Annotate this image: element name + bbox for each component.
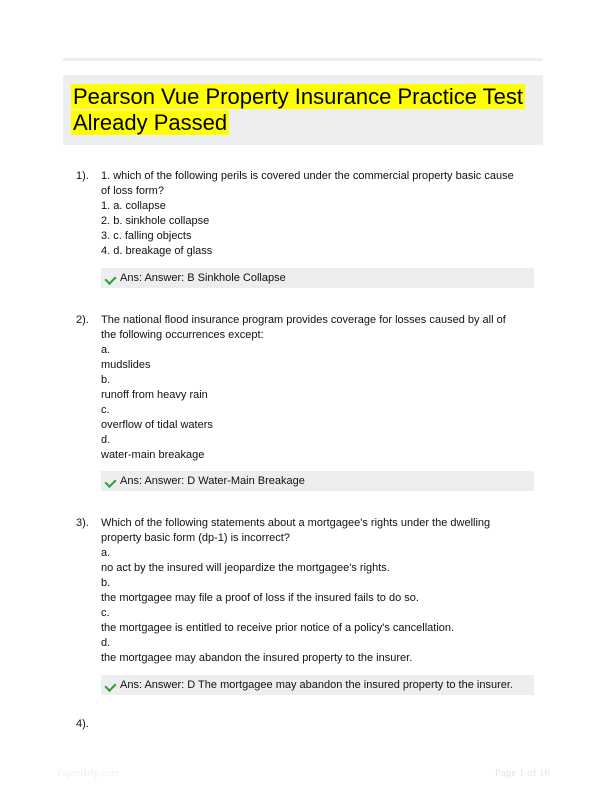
page-indicator: Page 1 of 16: [494, 767, 550, 779]
option-letter: b.: [101, 577, 111, 589]
question-number: 2).: [76, 314, 89, 326]
option-letter: c.: [101, 607, 110, 619]
option-letter: a.: [101, 344, 111, 356]
option-line: 2. b. sinkhole collapse: [101, 215, 210, 227]
option-letter: d.: [101, 434, 111, 446]
question-body: [101, 169, 521, 259]
question-text: 1. which of the following perils is covered under the commercial property basic cause of loss form?: [101, 170, 514, 197]
option-line: 4. d. breakage of glass: [101, 245, 213, 257]
question-body: [101, 516, 521, 666]
question-number: 1).: [76, 170, 89, 182]
document-title: Pearson Vue Property Insurance Practice Test Already Passed: [73, 84, 524, 135]
question-text: Which of the following statements about a mortgagee's rights under the dwelling property basic form (dp-1) is incorrect?: [101, 517, 491, 544]
answer-text: Ans: Answer: D The mortgagee may abandon the insured property to the insurer.: [120, 679, 513, 691]
checkmark-icon: [104, 273, 116, 285]
option-line: mudslides: [101, 359, 151, 371]
option-line: 3. c. falling objects: [101, 230, 192, 242]
question-number: 4).: [76, 718, 89, 730]
answer-box: [101, 675, 534, 695]
title-banner: [63, 75, 543, 145]
question-text: The national flood insurance program provides coverage for losses caused by all of the following occurrences except:: [101, 314, 506, 341]
answer-box: [101, 268, 534, 288]
footer-watermark: PaperHelp.com: [57, 768, 119, 779]
question-body: [101, 313, 521, 463]
option-letter: c.: [101, 404, 110, 416]
option-line: the mortgagee may abandon the insured property to the insurer.: [101, 652, 413, 664]
option-line: 1. a. collapse: [101, 200, 166, 212]
checkmark-icon: [104, 476, 116, 488]
option-line: the mortgagee is entitled to receive prior notice of a policy's cancellation.: [101, 622, 455, 634]
option-line: water-main breakage: [101, 449, 205, 461]
answer-text: Ans: Answer: B Sinkhole Collapse: [120, 272, 286, 284]
answer-box: [101, 471, 534, 491]
option-line: the mortgagee may file a proof of loss if the insured fails to do so.: [101, 592, 419, 604]
top-divider: [63, 58, 543, 61]
option-line: no act by the insured will jeopardize the mortgagee's rights.: [101, 562, 390, 574]
option-letter: d.: [101, 637, 111, 649]
checkmark-icon: [104, 680, 116, 692]
answer-text: Ans: Answer: D Water-Main Breakage: [120, 475, 305, 487]
option-line: overflow of tidal waters: [101, 419, 213, 431]
option-letter: a.: [101, 547, 111, 559]
option-letter: b.: [101, 374, 111, 386]
option-line: runoff from heavy rain: [101, 389, 208, 401]
question-number: 3).: [76, 517, 89, 529]
